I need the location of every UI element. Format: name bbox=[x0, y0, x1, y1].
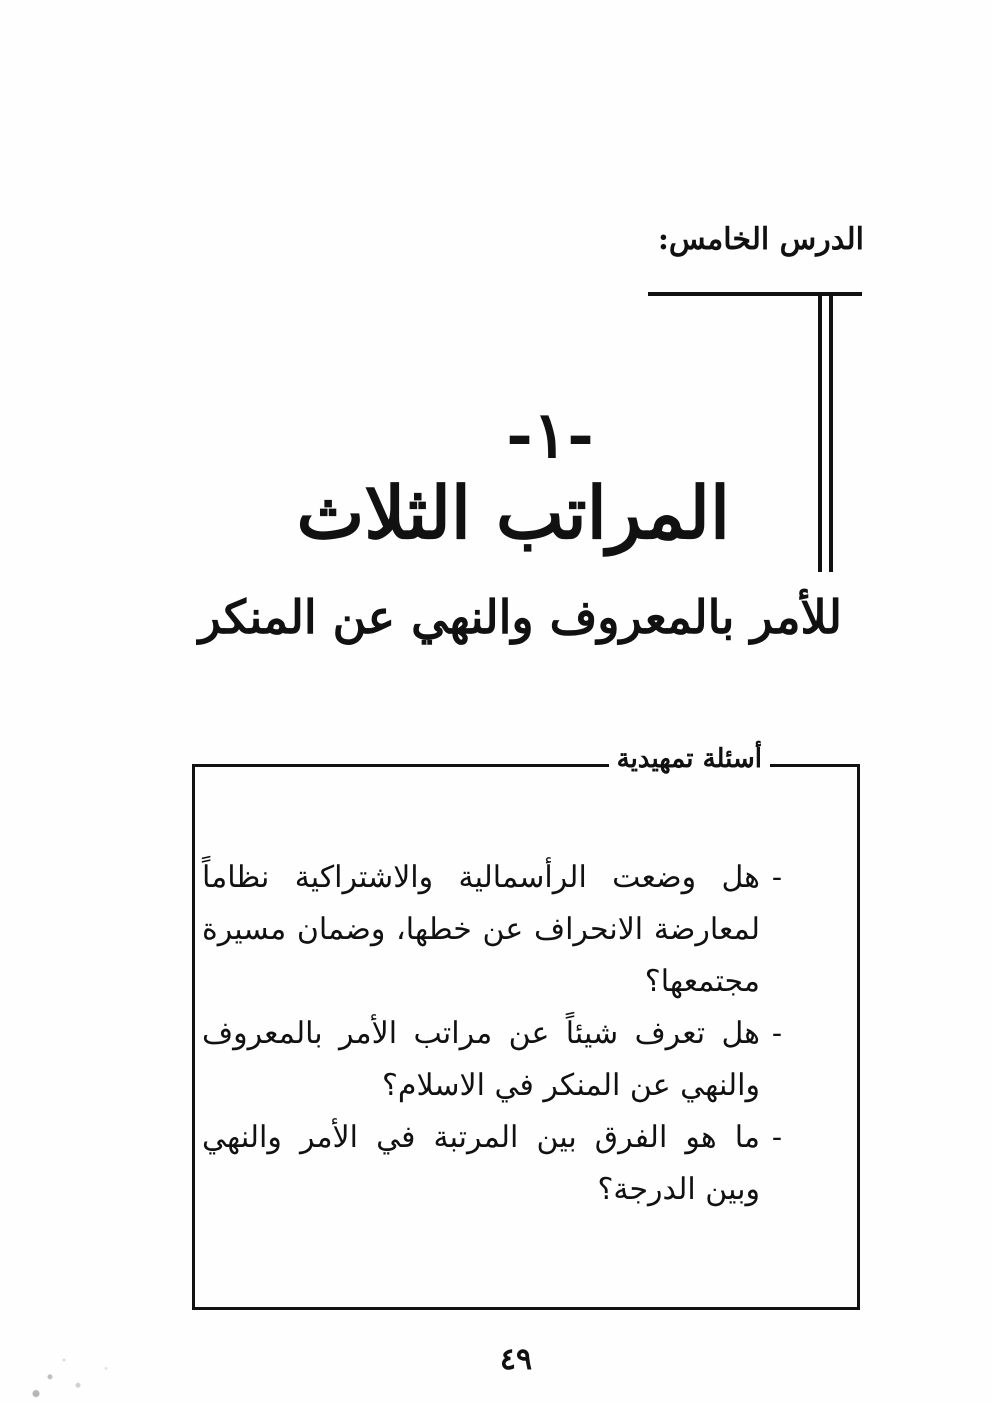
title-frame-vertical-rule-2 bbox=[829, 292, 833, 572]
subtitle: للأمر بالمعروف والنهي عن المنكر bbox=[198, 590, 842, 644]
main-title: المراتب الثلاث bbox=[296, 470, 730, 555]
question-item-3: - ما هو الفرق بين المرتبة في الأمر والنهي وبين الدرجة؟ bbox=[202, 1112, 782, 1216]
page-number: ٤٩ bbox=[499, 1342, 533, 1377]
scan-noise bbox=[22, 1318, 162, 1402]
lesson-number: -١- bbox=[506, 398, 594, 473]
questions-heading: أسئلة تمهيدية bbox=[609, 744, 770, 774]
title-frame-vertical-rule bbox=[818, 292, 822, 572]
questions-list bbox=[202, 852, 782, 1216]
question-item-1: - هل وضعت الرأسمالية والاشتراكية نظاماً لمعارضة الانحراف عن خطها، وضمان مسيرة مجتمعها؟ bbox=[202, 852, 782, 1008]
lesson-label: الدرس الخامس: bbox=[657, 222, 864, 257]
question-item-2: - هل تعرف شيئاً عن مراتب الأمر بالمعروف والنهي عن المنكر في الاسلام؟ bbox=[202, 1008, 782, 1112]
